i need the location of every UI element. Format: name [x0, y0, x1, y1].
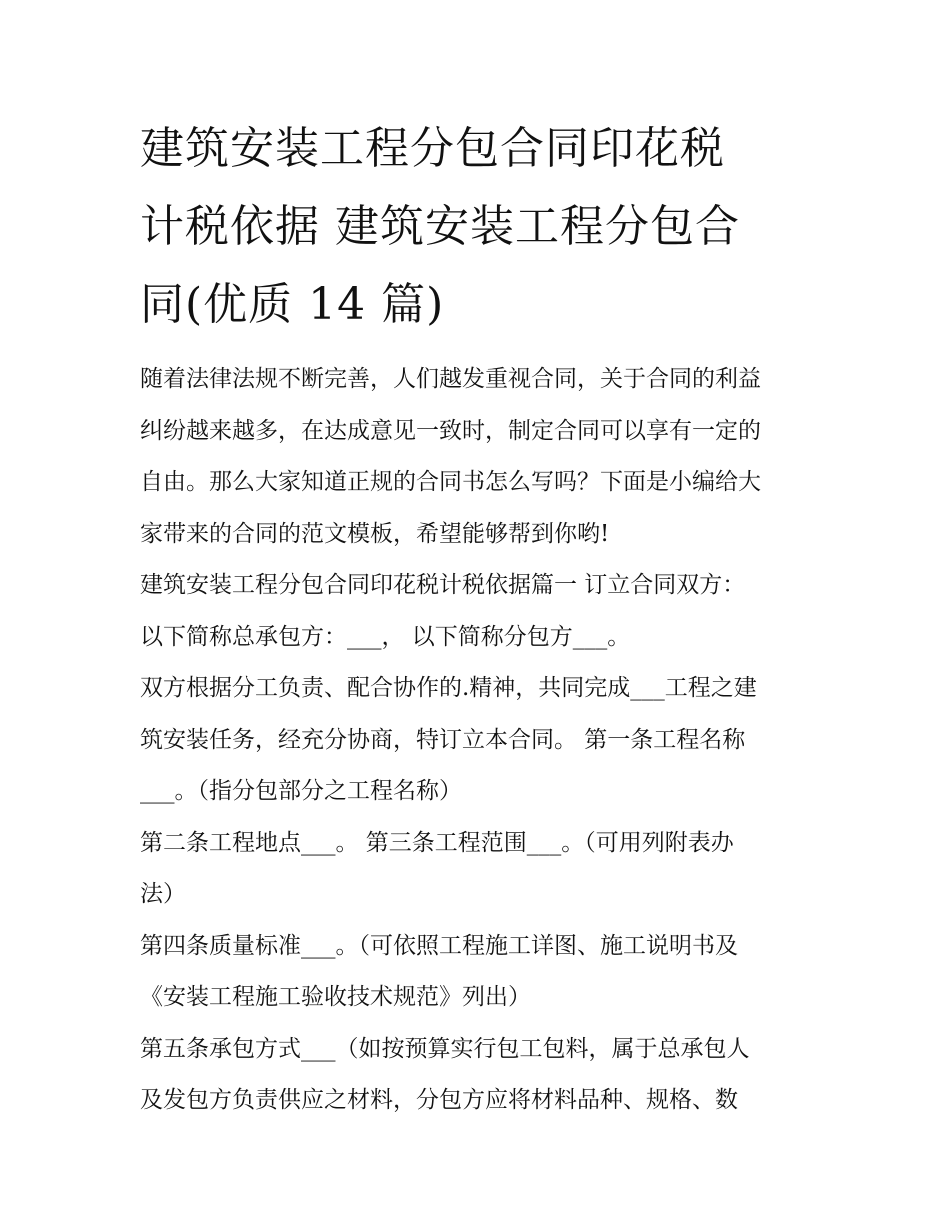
section-heading-paragraph	[140, 560, 830, 612]
text-line: ___。（指分包部分之工程名称）	[140, 778, 462, 804]
document-title	[140, 110, 820, 344]
clause-paragraph	[140, 921, 830, 1024]
parties-paragraph	[140, 612, 830, 664]
clause-paragraph	[140, 818, 830, 921]
text-line: 双方根据分工负责、配合协作的.精神，共同完成___工程之建	[140, 675, 757, 701]
text-line: 法）	[140, 881, 186, 907]
text-line: 第五条承包方式___（如按预算实行包工包料，属于总承包人	[140, 1035, 750, 1062]
text-line: 第二条工程地点___。 第三条工程范围___。（可用列附表办	[140, 829, 734, 856]
document-body	[140, 354, 830, 1127]
text-line: 自由。那么大家知道正规的合同书怎么写吗？下面是小编给大	[140, 469, 761, 495]
text-line: 纠纷越来越多，在达成意见一致时，制定合同可以享有一定的	[140, 417, 761, 444]
clause-paragraph	[140, 1024, 830, 1127]
text-line: 筑安装任务，经充分协商，特订立本合同。 第一条工程名称	[140, 726, 746, 753]
text-line: 以下简称总承包方：___， 以下简称分包方___。	[140, 623, 631, 650]
text-line: 随着法律法规不断完善，人们越发重视合同，关于合同的利益	[140, 366, 761, 392]
agreement-paragraph	[140, 663, 830, 818]
text-line: 家带来的合同的范文模板，希望能够帮到你哟!	[140, 520, 610, 547]
text-line: 《安装工程施工验收技术规范》列出）	[140, 984, 531, 1010]
title-line: 计税依据 建筑安装工程分包合	[140, 201, 740, 252]
text-line: 及发包方负责供应之材料，分包方应将材料品种、规格、数	[140, 1087, 738, 1113]
title-line: 建筑安装工程分包合同印花税	[140, 123, 725, 174]
text-line: 第四条质量标准___。（可依照工程施工详图、施工说明书及	[140, 932, 738, 959]
title-line: 同(优质 14 篇)	[140, 279, 445, 330]
intro-paragraph	[140, 354, 830, 560]
text-line: 建筑安装工程分包合同印花税计税依据篇一 订立合同双方：	[140, 572, 746, 598]
